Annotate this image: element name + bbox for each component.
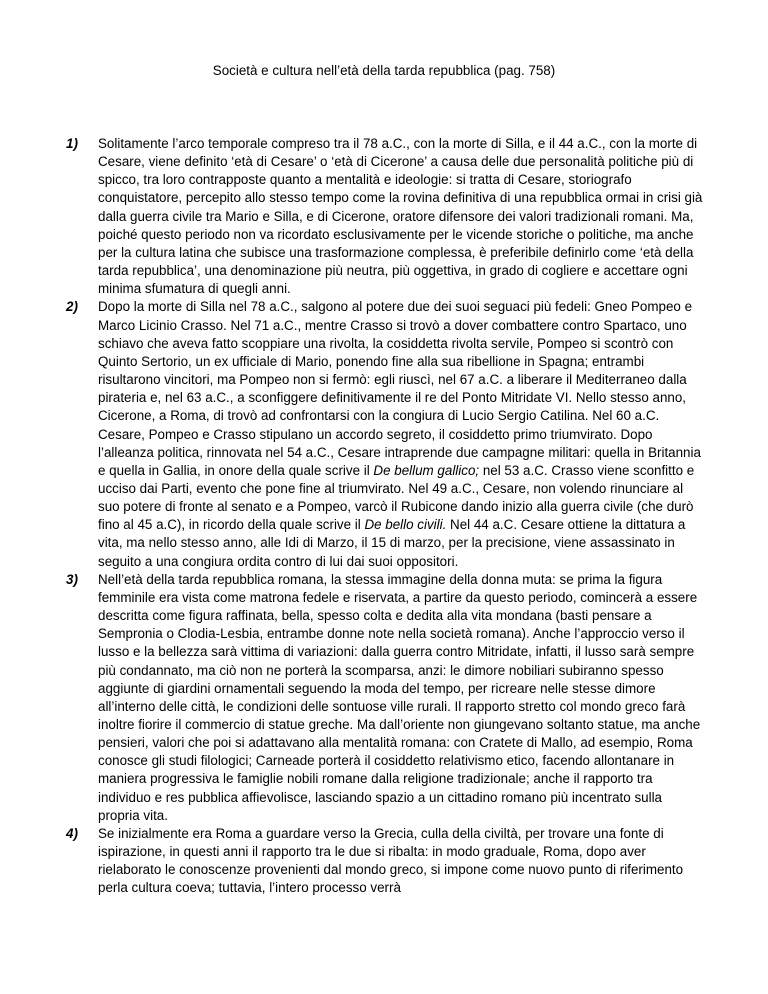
book-title-italic: De bellum gallico; — [373, 462, 480, 478]
list-item — [66, 135, 706, 298]
text-run: Solitamente l’arco temporale compreso tra il 78 a.C., con la morte di Silla, e il 44 a.C., con la morte di Cesare, viene definito ‘età di Cesare’ o ‘età di Cicerone’ a causa delle due personalità politiche più di spicco, tra loro contrapposte quanto a mentalità e ideologie: si tratta di Cesare, storiografo conquistatore, percepito allo stesso tempo come la rovina definitiva di una repubblica ormai in crisi già dalla guerra civile tra Mario e Silla, e di Cicerone, oratore difensore dei valori tradizionali romani. Ma, poiché questo periodo non va ricordato esclusivamente per le vicende storiche o politiche, ma anche per la cultura latina che subisce una trasformazione complessa, è preferibile definirlo come ‘età della tarda repubblica’, una denominazione più neutra, più oggettiva, in grado di cogliere e accettare ogni minima sfumatura di quegli anni. — [98, 136, 703, 297]
list-item — [66, 571, 706, 825]
text-run: Nell’età della tarda repubblica romana, la stessa immagine della donna muta: se prima la figura femminile era vista come matrona fedele e riservata, a partire da questo periodo, comincerà a essere descritta come figura raffinata, bella, spesso colta e dedita alla vita mondana (basti pensare a Sempronia o Clodia-Lesbia, entrambe donne note nella società romana). Anche l’approccio verso il lusso e la bellezza sarà vittima di variazioni: dalla guerra contro Mitridate, infatti, il lusso sarà sempre più condannato, ma ciò non ne porterà la scomparsa, anzi: le dimore nobiliari subiranno spesso aggiunte di giardini ornamentali seguendo la moda del tempo, per ricreare nelle stesse dimore all’interno delle città, le condizioni delle sontuose ville rurali. Il rapporto stretto col mondo greco farà inoltre fiorire il commercio di statue greche. Ma dall’oriente non giungevano soltanto statue, ma anche pensieri, valori che poi si adattavano alla mentalità romana: con Cratete di Mallo, ad esempio, Roma conosce gli studi filologici; Carneade porterà il cosiddetto relativismo etico, facendo allontanare in maniera progressiva le famiglie nobili romane dalla religione tradizionale; anche il rapporto tra individuo e res pubblica affievolisce, lasciando spazio a un cittadino romano più incentrato sulla propria vita. — [98, 571, 701, 823]
list-item-number: 1) — [66, 136, 78, 151]
text-run: Se inizialmente era Roma a guardare verso la Grecia, culla della civiltà, per trovare una fonte di ispirazione, in questi anni il rapporto tra le due si ribalta: in modo graduale, Roma, dopo aver rielaborato le conoscenze provenienti dal mondo greco, si impone come nuovo punto di riferimento perla cultura coeva; tuttavia, l’intero processo verrà — [98, 825, 684, 896]
list-item — [66, 298, 706, 570]
text-run: Nel 44 a.C. Cesare ottiene la dittatura a vita, ma nello stesso anno, alle Idi di Marzo, il 15 di marzo, per la precisione, viene assassinato in seguito a una congiura ordita contro di lui dai suoi oppositori. — [98, 517, 686, 569]
list-item-text — [98, 136, 702, 296]
list-item — [66, 825, 706, 898]
list-item-text — [98, 572, 700, 823]
list-item-text — [98, 299, 701, 568]
numbered-list — [66, 135, 706, 898]
text-run: Dopo la morte di Silla nel 78 a.C., salgono al potere due dei suoi seguaci più fedeli: Gneo Pompeo e Marco Licinio Crasso. Nel 71 a.C., mentre Crasso si trovò a dover combattere contro Spartaco, uno schiavo che aveva fatto scoppiare una rivolta, la cosiddetta rivolta servile, Pompeo si scontrò con Quinto Sertorio, un ex ufficiale di Mario, ponendo fine alla sua ribellione in Spagna; entrambi risultarono vincitori, ma Pompeo non si fermò: egli riuscì, nel 67 a.C. a liberare il Mediterraneo dalla pirateria e, nel 63 a.C., a sconfiggere definitivamente il re del Ponto Mitridate VI. Nello stesso anno, Cicerone, a Roma, di trovò ad confrontarsi con la congiura di Lucio Sergio Catilina. Nel 60 a.C. Cesare, Pompeo e Crasso stipulano un accordo segreto, il cosiddetto primo triumvirato. Dopo l’alleanza politica, rinnovata nel 54 a.C., Cesare intraprende due campagne militari: quella in Britannia e quella in Gallia, in onore della quale scrive il — [98, 299, 701, 478]
document-title: Società e cultura nell’età della tarda repubblica (pag. 758) — [212, 63, 556, 78]
list-item-number: 4) — [66, 825, 78, 841]
list-item-text — [98, 826, 683, 895]
text-run: nel 53 a.C. Crasso viene sconfitto e ucciso dai Parti, evento che pone fine al triumvirato. Nel 49 a.C., Cesare, non volendo rinunciare al suo potere di fronte al senato e a Pompeo, varcò il Rubicone dando inizio alla guerra civile (che durò fino al 45 a.C), in ricordo della quale scrive il — [98, 462, 695, 533]
book-title-italic: De bello civili. — [364, 517, 447, 533]
list-item-number: 3) — [66, 571, 78, 587]
list-item-number: 2) — [66, 299, 78, 315]
